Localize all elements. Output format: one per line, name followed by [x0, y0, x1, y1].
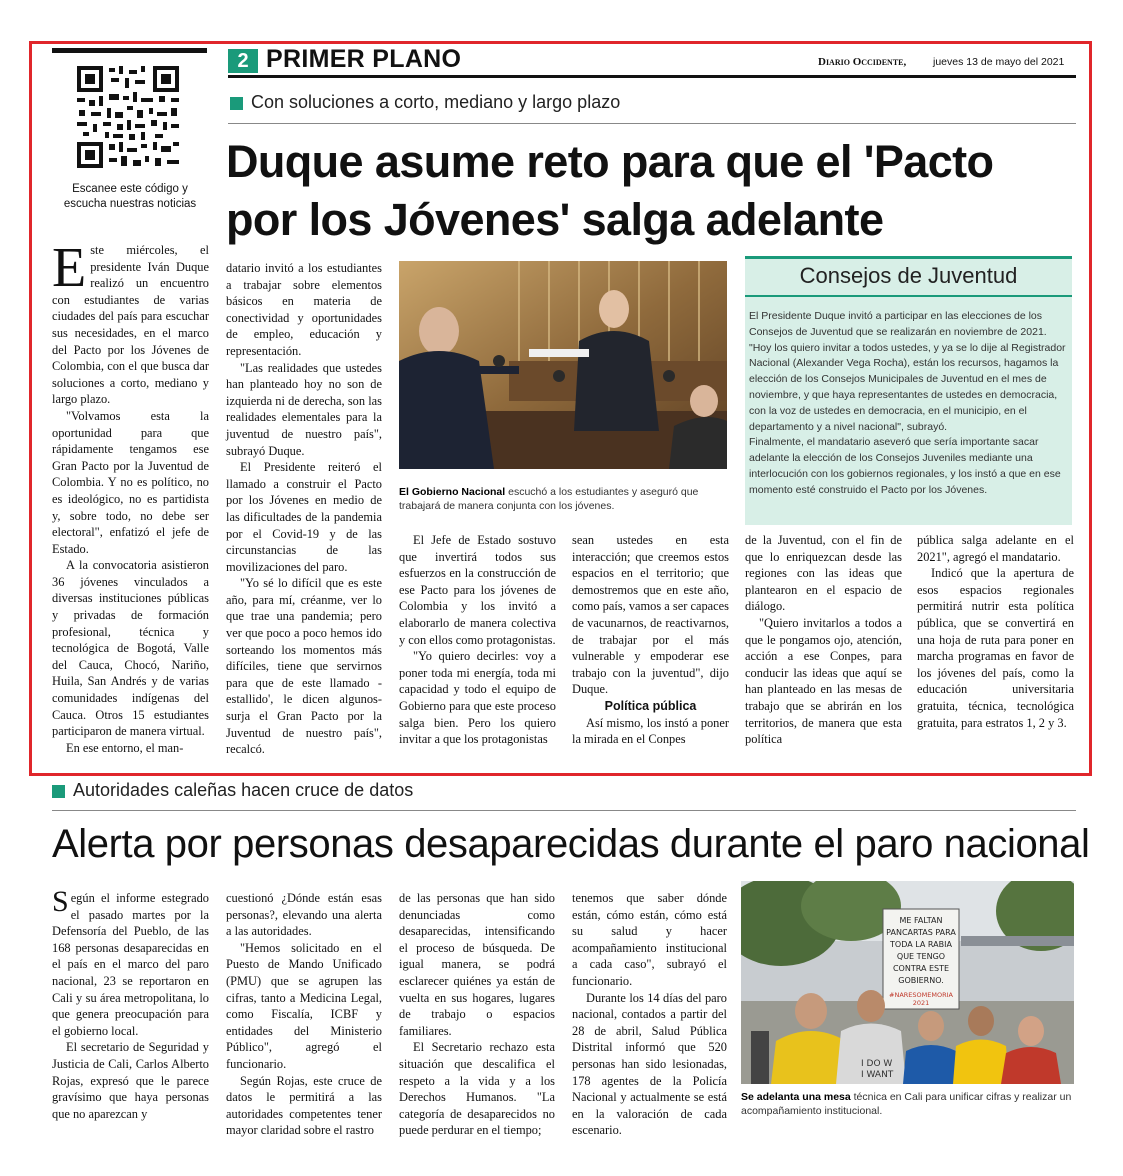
- paragraph: sean ustedes en esta interacción; que creemos estos espacios en el territorio; que demostremos que en este año, como país, vamos a ser capaces de vacunarnos, de reactivarnos, de trabajar por el más vulnerable y empoderar ese trabajo con la juventud", dijo Duque.: [572, 533, 729, 697]
- article2-column-2: [226, 890, 382, 1139]
- article2-column-4: [572, 890, 727, 1139]
- paragraph: "Yo sé lo difícil que es este año, para mí, créanme, ver lo que trae una pandemia; pero ver que poco a poco hemos ido sorteando los momentos más difíciles, tiene que servirnos para que de este llamado -estallido', le dicen algunos- surja el Gran Pacto por la Juventud de nuestro país", recalcó.: [226, 576, 382, 757]
- issue-date: jueves 13 de mayo del 2021: [933, 56, 1065, 68]
- caption-text: técnica en Cali para unificar cifras y realizar un acompañamiento institucional.: [741, 1091, 1072, 1117]
- paragraph: "Volvamos esta la oportunidad para que rápidamente tengamos ese Gran Pacto por la Juventud de Colombia. Y no es político, no es ideológico, no es partidista y, sobre todo, no debe ser electoral", enfatizó el jefe de Estado.: [52, 408, 209, 556]
- svg-text:ME FALTAN: ME FALTAN: [899, 916, 943, 925]
- paragraph: datario invitó a los estudiantes a trabajar sobre elementos básicos en materia de conectividad y oportunidades de empleo, educación y representación.: [226, 261, 382, 358]
- kicker-square-icon: [52, 785, 65, 798]
- svg-text:I DO W: I DO W: [861, 1059, 893, 1069]
- sidebar-paragraph: El Presidente Duque invitó a participar en las elecciones de los Consejos de Juventud que se realizarán en noviembre de 2021.: [749, 310, 1047, 338]
- paragraph: En ese entorno, el man-: [66, 740, 184, 755]
- paragraph: Así mismo, los instó a poner la mirada en el Conpes: [572, 715, 729, 747]
- masthead: Diario Occidente,: [818, 56, 907, 68]
- svg-text:GOBIERNO.: GOBIERNO.: [898, 976, 944, 985]
- headline-line-2: por los Jóvenes' salga adelante: [226, 194, 884, 245]
- paragraph: tenemos que saber dónde están, cómo están, cómo está su salud y hacer acompañamiento institucional a cada caso", subrayó el funcionario.: [572, 891, 727, 988]
- paragraph: "Hemos solicitado en el Puesto de Mando Unificado (PMU) que se agrupen las cifras, tanto a Medicina Legal, como Fiscalía, ICBF y entidades del Ministerio Público", agregó el funcionario.: [226, 940, 382, 1071]
- article2-kicker-text: Autoridades caleñas hacen cruce de datos: [73, 780, 414, 800]
- paragraph: Según Rojas, este cruce de datos le permitirá a las autoridades competentes tener mayor claridad sobre el rastro: [226, 1073, 382, 1138]
- article1-highlight-frame[interactable]: [29, 41, 1092, 776]
- svg-text:#NARESOMEMORIA: #NARESOMEMORIA: [889, 991, 953, 999]
- svg-text:CONTRA ESTE: CONTRA ESTE: [892, 964, 950, 973]
- section-title: PRIMER PLANO: [266, 45, 462, 73]
- article2-column-3: [399, 890, 555, 1139]
- article2-headline: Alerta por personas desaparecidas durante el paro nacional: [52, 822, 1090, 866]
- paragraph: cuestionó ¿Dónde están esas personas?, elevando una alerta a las autoridades.: [226, 891, 382, 939]
- svg-text:TODA LA RABIA: TODA LA RABIA: [890, 940, 952, 949]
- paragraph: "Quiero invitarlos a todos a que le pongamos ojo, atención, acción a ese Conpes, para conducir las ideas que aquí se han planteado en las mesas de trabajo que se abrirán en los territorios, de manera que esta política: [745, 615, 902, 747]
- subhead-politica-publica: Política pública: [604, 698, 697, 713]
- svg-text:QUE TENGO: QUE TENGO: [896, 952, 946, 961]
- protest-photo: [741, 881, 1074, 1084]
- paragraph: El secretario de Seguridad y Justicia de Cali, Carlos Alberto Rojas, expresó que le parece gravísimo que haya personas que no aparezcan y: [52, 1040, 209, 1121]
- paragraph: egún el informe estegrado el pasado martes por la Defensoría del Pueblo, de las 168 personas desaparecidas en el país en el marco del paro nacional, 23 se reportaron en Cali y su área metropolitana, lo que genera preocupación para el gobierno local.: [52, 891, 209, 1038]
- paragraph: "Las realidades que ustedes han planteado hoy no son de izquierda ni de derecha, son las realidades elementales para la juventud de nuestro país", subrayó Duque.: [226, 360, 382, 458]
- paragraph: "Yo quiero decirles: voy a poner toda mi energía, toda mi capacidad y todo el equipo de Gobierno para que este proceso salga bien. Pero los quiero invitar a que los protagonistas: [399, 649, 556, 747]
- paragraph: El Secretario rechazo esta situación que descalifica el respeto a la vida y a los Derechos Humanos. "La categoría de desaparecidos no puede perdurar en el tiempo;: [399, 1040, 555, 1138]
- qr-caption-line-2: escucha nuestras noticias: [63, 198, 197, 210]
- paragraph: Indicó que la apertura de esos espacios regionales permitirá nutrir esta política pública, que se convertirá en una hoja de ruta para poner en marcha programas en favor de los jóvenes del país, como la educación universitaria gratuita, técnica, tecnológica gratuita, para estratos 1, 2 y 3.: [917, 566, 1074, 730]
- paragraph: de las personas que han sido denunciadas como desaparecidas, intensificando el proceso de búsqueda. De igual manera, se podrá esclarecer quiénes ya están de vuelta en sus hogares, lugares de trabajo o espacios familiares.: [399, 891, 555, 1038]
- caption-bold: Se adelanta una mesa: [741, 1091, 851, 1103]
- paragraph: A la convocatoria asistieron 36 jóvenes vinculados a diversas instituciones públicas y privadas de formación profesional, técnica y tecnológica de Bogotá, Valle del Cauca, Chocó, Nariño, Huila, San Andrés y de varias comunidades indígenas del Cauca. Otros 15 estudiantes participaron de manera virtual.: [52, 558, 209, 739]
- article2-kicker-rule: [52, 810, 1076, 811]
- section-number-badge: 2: [228, 49, 258, 73]
- svg-text:PANCARTAS PARA: PANCARTAS PARA: [886, 928, 956, 937]
- paragraph: Durante los 14 días del paro nacional, contados a partir del 28 de abril, Salud Pública Distrital informó que 520 personas han sido lesionadas, 178 agentes de la Policía Nacional y actualmente se está en la valoración de cada escenario.: [572, 990, 727, 1138]
- svg-text:I WANT: I WANT: [861, 1070, 894, 1080]
- qr-caption-line-1: Escanee este código y: [72, 183, 188, 195]
- sidebar-title: Consejos de Juventud: [799, 263, 1018, 288]
- paragraph: ste miércoles, el presidente Iván Duque realizó un encuentro con estudiantes de varias ciudades del país para escuchar sus necesidades, en el marco del Pacto por los Jóvenes de Colombia, con el que busca dar soluciones a corto, mediano y largo plazo.: [52, 243, 209, 407]
- sidebar-paragraph: "Hoy los quiero invitar a todos ustedes, y ya se lo dije al Registrador Nacional (Alexander Vega Rocha), están los recursos, hagamos la elección de los Consejos Municipales de Juventud en el mes de noviembre, y que haya representantes de ustedes en democracia, con la voz de ustedes en democracia, en el municipio, en el departamento y a nivel nacional", subrayó.: [749, 341, 1066, 433]
- caption-bold: El Gobierno Nacional: [399, 486, 506, 498]
- article1-kicker-text: Con soluciones a corto, mediano y largo plazo: [251, 92, 621, 112]
- paragraph: El Presidente reiteró el llamado a construir el Pacto por los Jóvenes en medio de las dificultades de la pandemia por el Covid-19 y de las circunstancias de las movilizaciones del paro.: [226, 460, 382, 574]
- paragraph: pública salga adelante en el 2021", agregó el mandatario.: [917, 533, 1074, 564]
- article2-kicker: [52, 780, 413, 801]
- photo2-caption: [741, 1090, 1076, 1118]
- caption-text: escuchó a los estudiantes y aseguró que trabajará de manera conjunta con los jóvenes.: [399, 486, 699, 512]
- paragraph: de la Juventud, con el fin de que lo enriquezcan desde las regiones con las ideas que plantearon en el espacio de diálogo.: [745, 533, 902, 614]
- paragraph: El Jefe de Estado sostuvo que invertirá todos sus esfuerzos en la construcción de ese Pacto para los jóvenes de Colombia y los invitó a elaborarlo de manera colectiva y con ellos como protagonistas.: [399, 533, 556, 647]
- dropcap: E: [52, 237, 87, 299]
- dropcap: S: [52, 885, 69, 918]
- article2-column-1: [52, 885, 209, 1122]
- svg-text:2021: 2021: [912, 999, 930, 1007]
- sidebar-paragraph: Finalmente, el mandatario aseveró que sería importante sacar adelante la elección de los Consejos Juveniles mediante una interlocución con los gobiernos regionales, y los instó a que en ese momento esté construido el Pacto por los Jóvenes.: [749, 436, 1061, 496]
- headline-line-1: Duque asume reto para que el 'Pacto: [226, 136, 994, 187]
